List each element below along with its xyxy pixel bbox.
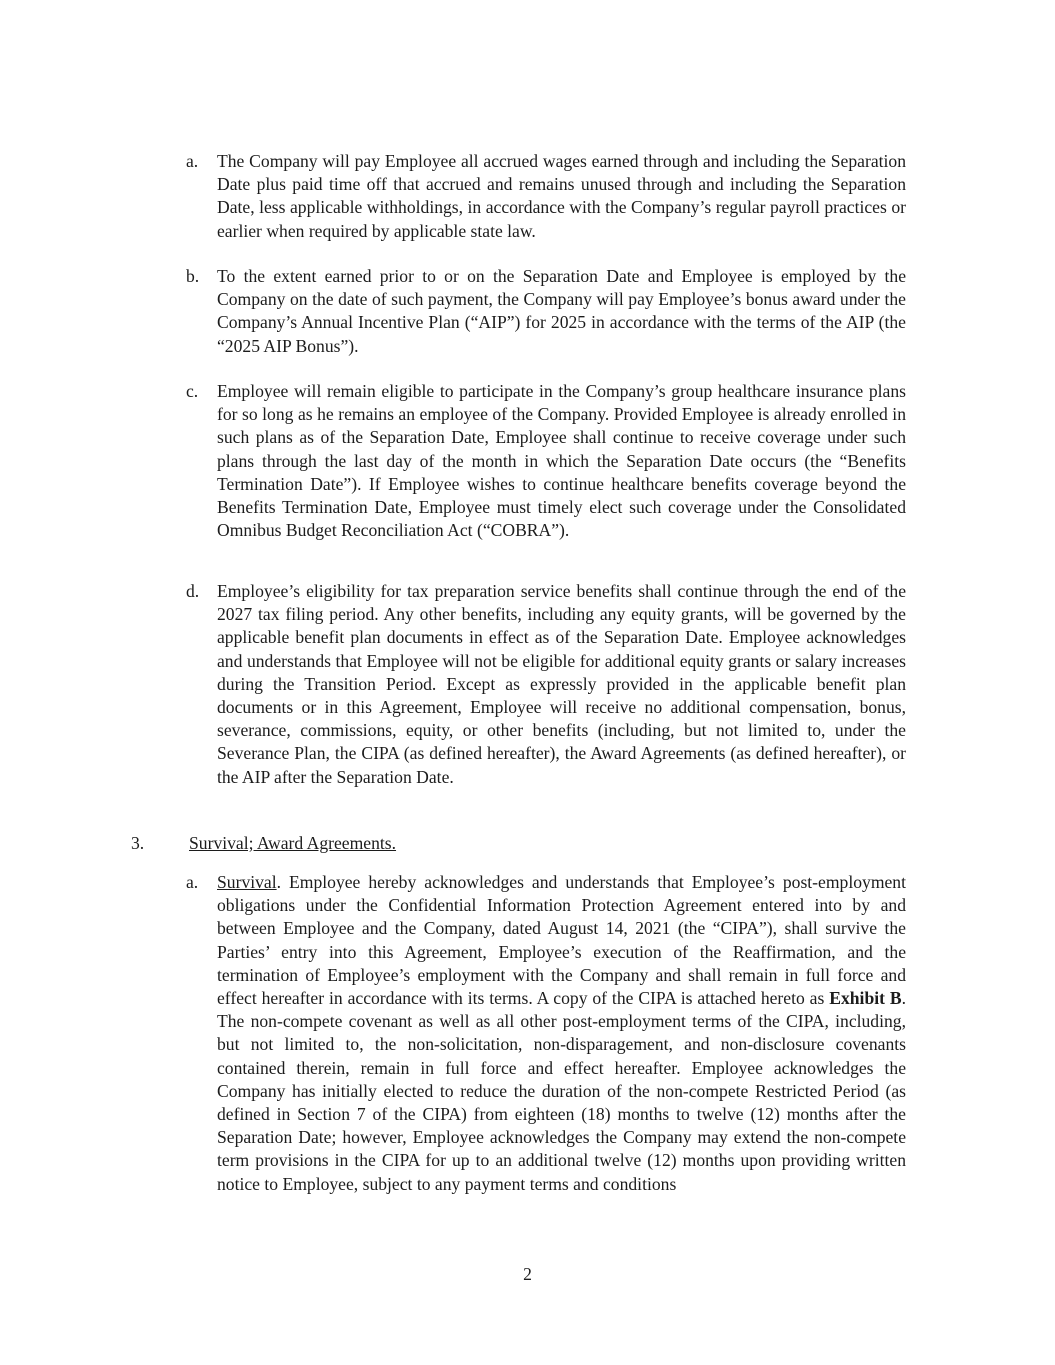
item-letter: a.	[186, 872, 199, 892]
item-letter: b.	[186, 266, 200, 286]
section-3-heading: Survival; Award Agreements.	[189, 833, 397, 853]
exhibit-b-reference: Exhibit B	[829, 988, 902, 1009]
paragraph-3a	[186, 871, 906, 1196]
item-letter: a.	[186, 151, 199, 171]
item-text-part2: . The non-compete covenant as well as all other post-employment terms of the CIPA, including, but not limited to, the non-solicitation, non-disparagement, and non-disclosure covenants contained therein, remain in full force and effect hereafter. Employee acknowledges the Company has initially elected to reduce the duration of the non-compete Restricted Period (as defined in Section 7 of the CIPA) from eighteen (18) months to twelve (12) months after the Separation Date; however, Employee acknowledges the Company may extend the non-compete term provisions in the CIPA for up to an additional twelve (12) months upon providing written notice to Employee, subject to any payment terms and conditions	[217, 988, 907, 1194]
paragraph-2c	[186, 380, 906, 542]
item-text: The Company will pay Employee all accrued wages earned through and including the Separation Date plus paid time off that accrued and remains unused through and including the Separation Date, less applicable withholdings, in accordance with the Company’s regular payroll practices or earlier when required by applicable state law.	[217, 151, 906, 241]
page-number: 2	[523, 1264, 532, 1284]
title-punct: .	[276, 872, 282, 892]
section-3-number: 3.	[131, 833, 145, 853]
paragraph-2a	[186, 150, 906, 243]
paragraph-2b	[186, 265, 906, 358]
survival-title: Survival	[217, 872, 277, 892]
item-text-part1: Employee hereby acknowledges and understands that Employee’s post-employment obligations under the Confidential Information Protection Agreement entered into by and between Employee and the Company, dated August 14, 2021 (the “CIPA”), shall survive the Parties’ entry into this Agreement, Employee’s execution of the Reaffirmation, and the termination of Employee’s employment with the Company and shall remain in full force and effect hereafter in accordance with its terms. A copy of the CIPA is attached hereto as	[217, 872, 906, 1009]
item-text	[217, 871, 906, 1196]
paragraph-2d	[186, 580, 906, 789]
item-text: To the extent earned prior to or on the Separation Date and Employee is employed by the Company on the date of such payment, the Company will pay Employee’s bonus award under the Company’s Annual Incentive Plan (“AIP”) for 2025 in accordance with the terms of the AIP (the “2025 AIP Bonus”).	[217, 266, 906, 356]
item-text: Employee’s eligibility for tax preparation service benefits shall continue through the end of the 2027 tax filing period. Any other benefits, including any equity grants, will be governed by the applicable benefit plan documents in effect as of the Separation Date. Employee acknowledges and understands that Employee will not be eligible for additional equity grants or salary increases during the Transition Period. Except as expressly provided in the applicable benefit plan documents or in this Agreement, Employee will receive no additional compensation, bonus, severance, commissions, equity, or other benefits (including, but not limited to, under the Severance Plan, the CIPA (as defined hereafter), the Award Agreements (as defined hereafter), or the AIP after the Separation Date.	[217, 581, 906, 787]
item-text: Employee will remain eligible to participate in the Company’s group healthcare insurance plans for so long as he remains an employee of the Company. Provided Employee is already enrolled in such plans as of the Separation Date, Employee shall continue to receive coverage under such plans through the last day of the month in which the Separation Date occurs (the “Benefits Termination Date”). If Employee wishes to continue healthcare benefits coverage beyond the Benefits Termination Date, Employee must timely elect such coverage under the Consolidated Omnibus Budget Reconciliation Act (“COBRA”).	[217, 381, 906, 541]
item-letter: c.	[186, 381, 199, 401]
item-letter: d.	[186, 581, 200, 601]
